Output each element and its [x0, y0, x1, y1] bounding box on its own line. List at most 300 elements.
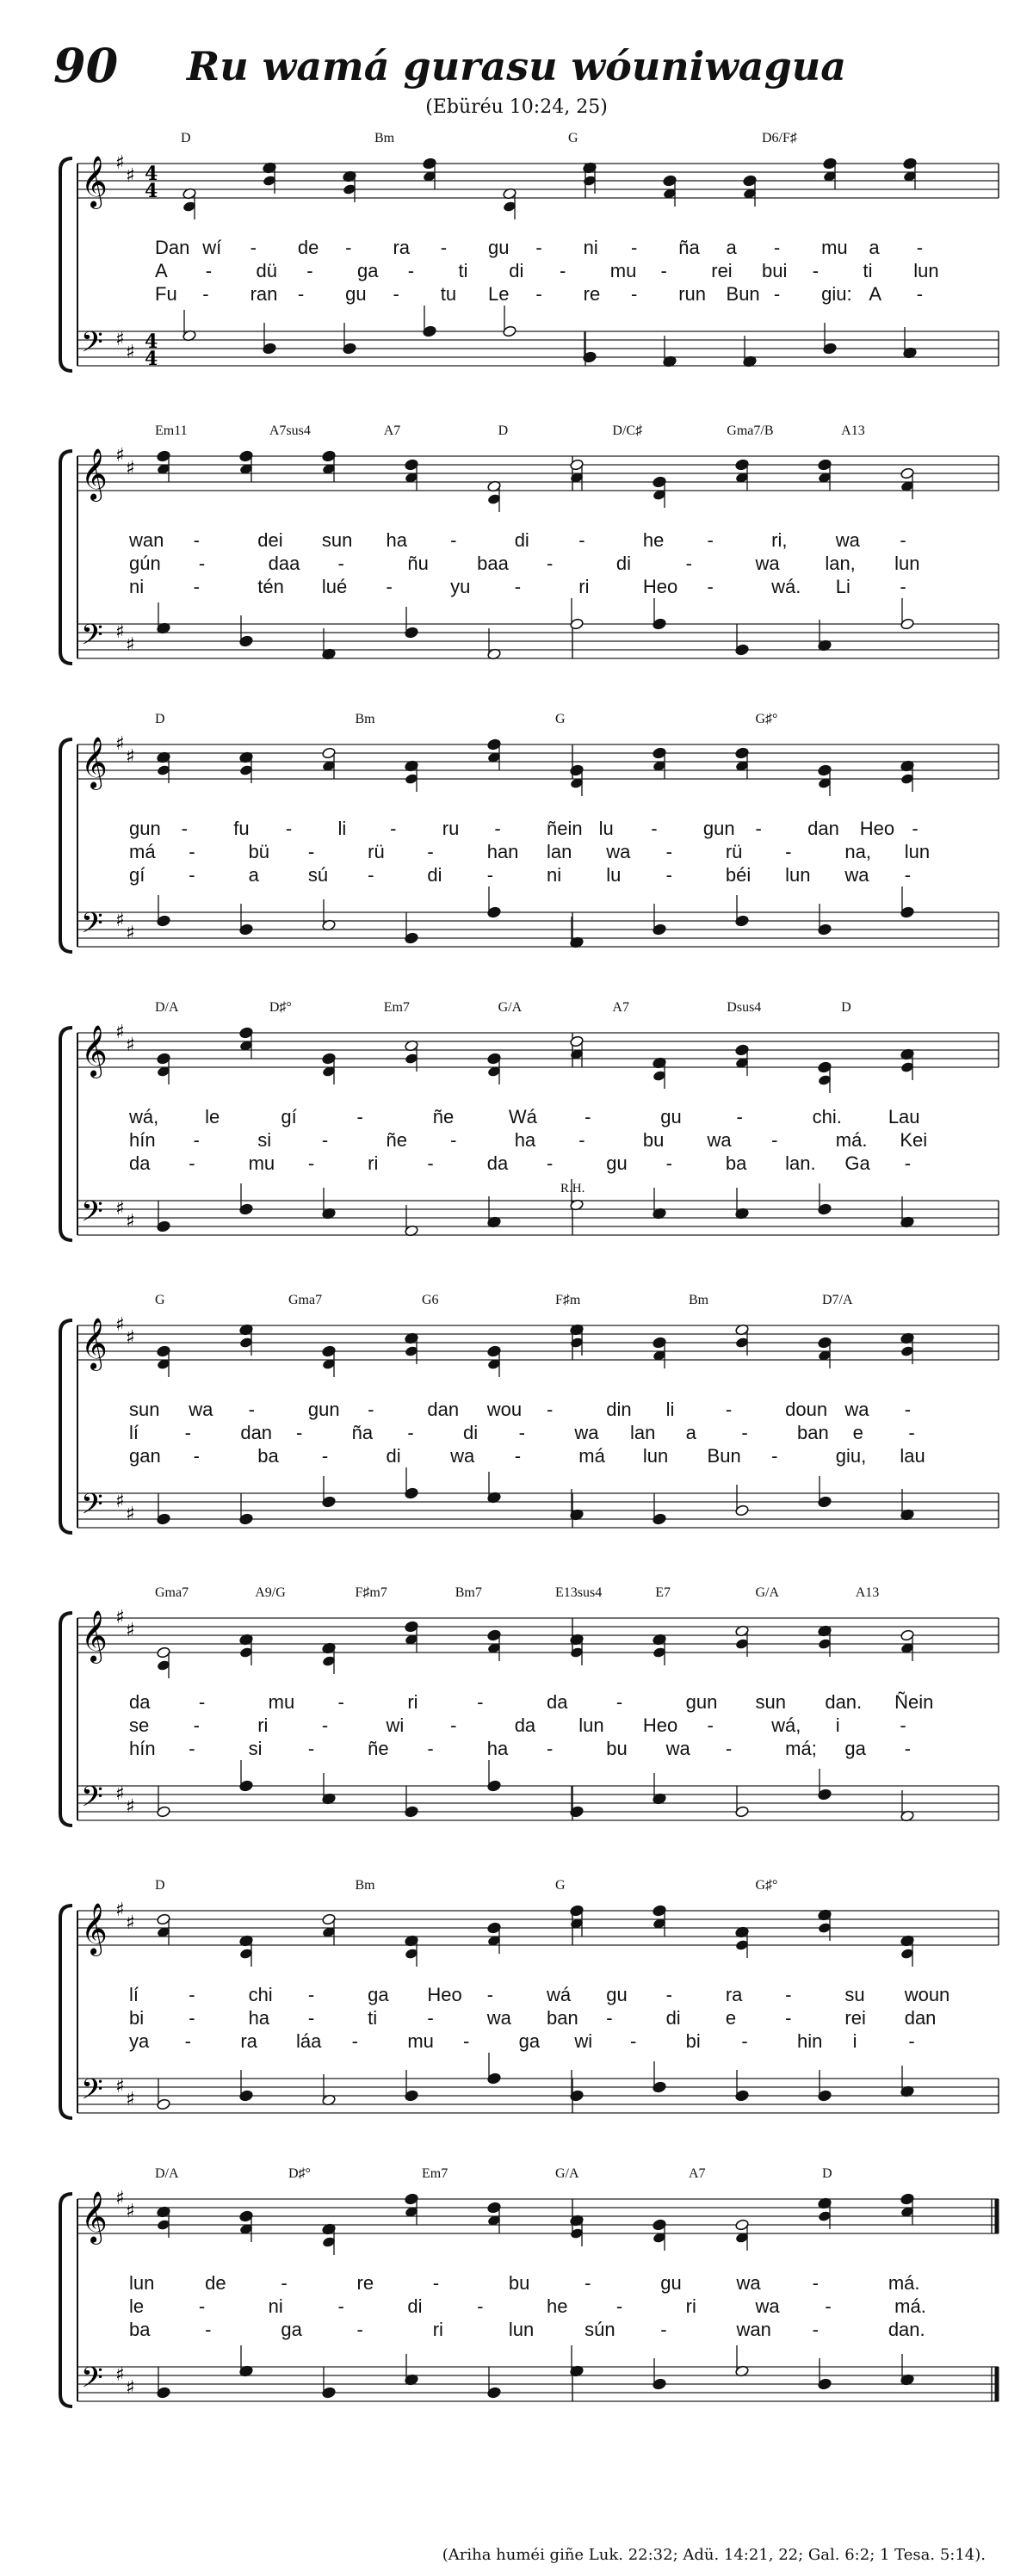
treble-staff [77, 456, 999, 491]
treble-clef-icon: 𝄞 [81, 737, 108, 788]
sharp-icon: ♯ [115, 329, 125, 350]
lyric-hyphen: - [463, 2030, 470, 2052]
lyric-hyphen: - [345, 237, 352, 258]
lyric-syllable: wan [129, 529, 164, 551]
lyric-syllable: gu [606, 1984, 628, 2005]
chord-symbol: G [155, 1293, 165, 1307]
lyric-syllable: e [725, 2007, 737, 2029]
lyric-hyphen: - [321, 1714, 329, 1736]
chord-symbol: D6/F♯ [762, 131, 797, 145]
lyric-syllable: dan [807, 818, 839, 839]
lyric-hyphen: - [321, 1129, 329, 1151]
chord-symbol: A7 [689, 2166, 706, 2181]
lyric-syllable: má. [835, 1129, 868, 1151]
lyric-hyphen: - [181, 818, 188, 839]
lyric-hyphen: - [189, 1738, 195, 1759]
bass-clef-icon: 𝄢 [81, 619, 103, 658]
bass-clef-icon: 𝄢 [81, 907, 103, 947]
lyric-hyphen: - [900, 1714, 906, 1736]
lyric-syllable: wa [606, 841, 631, 862]
chord-symbol: A7sus4 [269, 423, 311, 438]
lyric-syllable: lan, [825, 553, 856, 574]
lyric-syllable: si [257, 1129, 272, 1151]
lyric-syllable: Li [835, 576, 851, 597]
lyric-hyphen: - [755, 818, 762, 839]
chord-symbol: Bm [355, 712, 375, 726]
lyric-hyphen: - [307, 2007, 315, 2029]
lyric-hyphen: - [535, 283, 542, 305]
lyric-syllable: di [615, 553, 631, 574]
lyric-syllable: a [726, 237, 737, 258]
lyric-syllable: ñe [432, 1106, 455, 1127]
lyric-hyphen: - [904, 1152, 912, 1174]
lyric-syllable: lu [598, 818, 614, 839]
lyric-syllable: dan. [825, 1691, 863, 1713]
sharp-icon: ♯ [126, 1035, 135, 1056]
lyric-syllable: yu [450, 576, 471, 597]
lyric-hyphen: - [494, 818, 501, 839]
lyric-hyphen: - [518, 1422, 525, 1443]
lyric-syllable: ti [863, 260, 873, 281]
lyric-syllable: ga [518, 2030, 541, 2052]
treble-clef-icon: 𝄞 [81, 2191, 108, 2243]
system-bracket [60, 739, 72, 952]
lyric-syllable: Heo [427, 1984, 462, 2005]
lyric-syllable: gun [685, 1691, 718, 1713]
lyric-syllable: ñe [368, 1738, 389, 1759]
lyric-hyphen: - [337, 553, 344, 574]
lyric-syllable: wá, [771, 1714, 801, 1736]
lyric-syllable: he [547, 2295, 568, 2317]
lyric-hyphen: - [205, 2319, 212, 2340]
staff-graphic [53, 422, 999, 697]
bass-staff [77, 2367, 999, 2401]
bass-clef-icon: 𝄢 [81, 1195, 103, 1235]
staff-graphic [53, 2165, 999, 2440]
lyric-syllable: ga [368, 1984, 389, 2005]
lyric-syllable: sun [755, 1691, 786, 1713]
lyric-syllable: ri [432, 2319, 443, 2340]
lyric-hyphen: - [630, 237, 638, 258]
music-system [53, 710, 999, 985]
lyric-syllable: ri, [771, 529, 788, 551]
treble-staff [77, 1325, 999, 1360]
chord-symbol: G [555, 1878, 566, 1893]
lyric-hyphen: - [296, 1422, 303, 1443]
lyric-syllable: wa [707, 1129, 732, 1151]
system-bracket [60, 1320, 72, 1533]
lyric-syllable: Fu [155, 283, 177, 305]
lyric-hyphen: - [741, 2030, 748, 2052]
lyric-syllable: lau [900, 1445, 925, 1467]
lyric-syllable: din [606, 1399, 632, 1420]
lyric-syllable: ni [547, 864, 562, 886]
lyric-syllable: lun [578, 1714, 604, 1736]
system-bracket [60, 158, 72, 371]
lyric-syllable: di [514, 529, 529, 551]
lyric-syllable: lí [129, 1984, 139, 2005]
chord-symbol: Bm [689, 1293, 709, 1307]
lyric-syllable: Heo [642, 576, 678, 597]
lyric-syllable: woun [904, 1984, 950, 2005]
sharp-icon: ♯ [126, 1504, 135, 1525]
lyric-syllable: lí [129, 1422, 139, 1443]
lyric-syllable: béi [725, 864, 752, 886]
lyric-syllable: ti [458, 260, 468, 281]
music-system [53, 1291, 999, 1566]
lyric-syllable: ra [725, 1984, 743, 2005]
lyric-hyphen: - [356, 1106, 363, 1127]
lyric-syllable: wá. [771, 576, 801, 597]
lyric-hyphen: - [707, 529, 714, 551]
lyric-syllable: lun [508, 2319, 535, 2340]
chord-symbol: D [841, 1000, 851, 1015]
chord-symbol: Em7 [422, 2166, 448, 2181]
lyric-syllable: tén [257, 576, 284, 597]
lyric-syllable: A [869, 283, 882, 305]
chord-symbol: Em7 [383, 1000, 410, 1015]
lyric-hyphen: - [547, 1738, 554, 1759]
sharp-icon: ♯ [115, 1314, 125, 1336]
lyric-hyphen: - [904, 864, 912, 886]
lyric-hyphen: - [904, 1399, 912, 1420]
lyric-hyphen: - [198, 2295, 206, 2317]
treble-staff [77, 164, 999, 198]
lyric-hyphen: - [725, 1738, 733, 1759]
lyric-hyphen: - [785, 2007, 792, 2029]
treble-staff [77, 2199, 999, 2233]
lyric-syllable: i [835, 1714, 840, 1736]
system-bracket [60, 1028, 72, 1240]
lyric-syllable: mu [821, 237, 848, 258]
staff-graphic [53, 129, 999, 405]
lyric-syllable: chi. [812, 1106, 842, 1127]
chord-symbol: Gma7 [288, 1293, 323, 1307]
lyric-syllable: ban [547, 2007, 578, 2029]
lyric-syllable: mu [609, 260, 637, 281]
lyric-syllable: dü [256, 260, 277, 281]
sharp-icon: ♯ [115, 1198, 125, 1220]
sharp-icon: ♯ [115, 2364, 125, 2386]
chord-symbol: D♯° [269, 1000, 292, 1015]
lyric-syllable: ra [240, 2030, 257, 2052]
sharp-icon: ♯ [126, 1211, 135, 1232]
lyric-syllable: Heo [642, 1714, 678, 1736]
lyric-hyphen: - [560, 260, 566, 281]
lyric-syllable: baa [477, 553, 509, 574]
sharp-icon: ♯ [115, 2188, 125, 2209]
lyric-syllable: gí [281, 1106, 297, 1127]
lyric-syllable: wi [386, 1714, 405, 1736]
lyric-syllable: giu: [821, 283, 852, 305]
lyric-syllable: lun [785, 864, 811, 886]
lyric-hyphen: - [773, 283, 781, 305]
lyric-syllable: gun [307, 1399, 340, 1420]
lyric-syllable: ban [797, 1422, 829, 1443]
lyric-hyphen: - [193, 1129, 200, 1151]
lyric-syllable: ha [486, 1738, 509, 1759]
lyric-syllable: hin [797, 2030, 823, 2052]
lyric-syllable: má. [888, 2272, 920, 2294]
sharp-icon: ♯ [115, 1900, 125, 1921]
lyric-syllable: ba [129, 2319, 151, 2340]
bass-clef-icon: 𝄢 [81, 2362, 103, 2401]
lyric-hyphen: - [707, 576, 714, 597]
lyric-syllable: dei [257, 529, 283, 551]
treble-clef-icon: 𝄞 [81, 1318, 108, 1369]
sharp-icon: ♯ [126, 2201, 135, 2222]
sharp-icon: ♯ [115, 621, 125, 643]
lyric-syllable: lun [129, 2272, 155, 2294]
lyric-syllable: wa [844, 864, 869, 886]
chord-symbol: D [155, 1878, 165, 1893]
lyric-syllable: má; [785, 1738, 817, 1759]
lyric-hyphen: - [306, 260, 313, 281]
lyric-syllable: da [486, 1152, 509, 1174]
sharp-icon: ♯ [115, 733, 125, 755]
lyric-syllable: a [248, 864, 259, 886]
lyric-hyphen: - [393, 283, 399, 305]
lyric-hyphen: - [193, 1445, 200, 1467]
lyric-syllable: a [685, 1422, 696, 1443]
system-bracket [60, 2194, 72, 2406]
lyric-syllable: láa [296, 2030, 322, 2052]
chord-symbol: G/A [498, 1000, 523, 1015]
lyric-hyphen: - [773, 237, 781, 258]
lyric-syllable: lu [606, 864, 622, 886]
lyric-syllable: bu [642, 1129, 665, 1151]
chord-symbol: F♯m [555, 1293, 581, 1307]
lyric-syllable: da [547, 1691, 568, 1713]
sharp-icon: ♯ [126, 458, 135, 479]
lyric-syllable: gun [702, 818, 735, 839]
chord-symbol: F♯m7 [355, 1585, 387, 1600]
lyric-hyphen: - [535, 237, 542, 258]
lyric-syllable: ña [678, 237, 700, 258]
lyric-syllable: bi [685, 2030, 701, 2052]
chord-symbol: Em11 [155, 423, 188, 438]
sharp-icon: ♯ [115, 910, 125, 931]
lyric-hyphen: - [685, 553, 692, 574]
lyric-syllable: wa [844, 1399, 869, 1420]
lyric-syllable: lun [642, 1445, 669, 1467]
lyric-syllable: dan [427, 1399, 460, 1420]
chord-symbol: E13sus4 [555, 1585, 603, 1600]
bass-staff [77, 331, 999, 366]
lyric-hyphen: - [427, 2007, 434, 2029]
lyric-hyphen: - [615, 2295, 623, 2317]
sharp-icon: ♯ [126, 634, 135, 656]
lyric-syllable: mu [268, 1691, 295, 1713]
lyric-syllable: le [205, 1106, 220, 1127]
lyric-hyphen: - [665, 1152, 672, 1174]
lyric-syllable: a [869, 237, 880, 258]
lyric-hyphen: - [812, 260, 820, 281]
bass-staff [77, 1201, 999, 1235]
lyric-hyphen: - [785, 841, 792, 862]
music-system [53, 1584, 999, 1859]
lyric-hyphen: - [477, 1691, 484, 1713]
lyric-syllable: gí [129, 864, 145, 886]
hymn-title: Ru wamá gurasu wóuniwagua [186, 43, 847, 90]
lyric-syllable: hín [129, 1129, 156, 1151]
lyric-syllable: ni [268, 2295, 283, 2317]
footer-references: (Ariha huméi giñe Luk. 22:32; Adü. 14:21, 22; Gal. 6:2; 1 Tesa. 5:14). [442, 2546, 986, 2564]
lyric-syllable: bu [508, 2272, 530, 2294]
lyric-hyphen: - [450, 1129, 457, 1151]
lyric-hyphen: - [785, 1984, 792, 2005]
lyric-syllable: sú [307, 864, 329, 886]
bass-staff [77, 1493, 999, 1528]
sharp-icon: ♯ [126, 2377, 135, 2399]
lyric-syllable: gu [660, 1106, 682, 1127]
lyric-hyphen: - [184, 1422, 191, 1443]
lyric-syllable: lué [321, 576, 348, 597]
lyric-syllable: ña [351, 1422, 374, 1443]
lyric-hyphen: - [486, 1984, 494, 2005]
lyric-syllable: wa [736, 2272, 761, 2294]
lyric-hyphen: - [198, 553, 206, 574]
system-bracket [60, 1613, 72, 1825]
lyric-hyphen: - [427, 841, 434, 862]
lyric-syllable: ba [725, 1152, 747, 1174]
lyric-syllable: de [297, 237, 319, 258]
lyric-syllable: Kei [900, 1129, 928, 1151]
lyric-syllable: wá [547, 1984, 572, 2005]
bass-clef-icon: 𝄢 [81, 1488, 103, 1528]
lyric-hyphen: - [184, 2030, 191, 2052]
lyric-syllable: di [665, 2007, 681, 2029]
lyric-hyphen: - [189, 1984, 195, 2005]
lyric-syllable: giu, [835, 1445, 867, 1467]
lyric-syllable: rei [711, 260, 733, 281]
lyric-hyphen: - [337, 1691, 344, 1713]
lyric-syllable: da [514, 1714, 536, 1736]
lyric-syllable: gan [129, 1445, 161, 1467]
music-system [53, 1876, 999, 2152]
lyric-syllable: run [678, 283, 707, 305]
lyric-hyphen: - [390, 818, 397, 839]
lyric-hyphen: - [660, 2319, 667, 2340]
lyric-syllable: Ga [844, 1152, 870, 1174]
lyric-hyphen: - [307, 1738, 315, 1759]
time-signature: 4 [145, 348, 158, 370]
lyric-hyphen: - [427, 1738, 434, 1759]
lyric-syllable: má [129, 841, 156, 862]
bass-clef-icon: 𝄢 [81, 1781, 103, 1820]
lyric-syllable: ga [357, 260, 379, 281]
chord-symbol: G/A [555, 2166, 579, 2181]
lyric-hyphen: - [193, 529, 200, 551]
chord-symbol: D [181, 131, 191, 145]
lyric-hyphen: - [307, 1152, 315, 1174]
sharp-icon: ♯ [126, 165, 135, 187]
treble-staff [77, 1911, 999, 1945]
bass-staff [77, 912, 999, 947]
lyric-syllable: lan [547, 841, 572, 862]
lyric-syllable: di [509, 260, 524, 281]
lyric-hyphen: - [193, 576, 200, 597]
chord-symbol: Dsus4 [727, 1000, 762, 1015]
lyric-hyphen: - [547, 553, 554, 574]
lyric-hyphen: - [189, 1152, 195, 1174]
chord-symbol: D/A [155, 2166, 179, 2181]
lyric-hyphen: - [356, 2319, 363, 2340]
lyric-hyphen: - [741, 1422, 748, 1443]
music-system [53, 129, 999, 405]
lyric-syllable: di [463, 1422, 479, 1443]
lyric-syllable: ri [257, 1714, 269, 1736]
lyric-hyphen: - [198, 1691, 206, 1713]
lyric-hyphen: - [486, 864, 494, 886]
chord-symbol: D7/A [822, 1293, 853, 1307]
chord-symbol: G [555, 712, 566, 726]
lyric-hyphen: - [321, 1445, 329, 1467]
lyric-hyphen: - [665, 1984, 672, 2005]
lyric-hyphen: - [514, 1445, 522, 1467]
lyric-hyphen: - [736, 1106, 743, 1127]
lyric-syllable: di [427, 864, 442, 886]
lyric-syllable: Le [488, 283, 510, 305]
lyric-hyphen: - [450, 1714, 457, 1736]
chord-symbol: A9/G [255, 1585, 286, 1600]
lyric-hyphen: - [205, 260, 213, 281]
chord-symbol: A13 [841, 423, 865, 438]
lyric-syllable: Bun [726, 283, 760, 305]
lyric-syllable: chi [248, 1984, 273, 2005]
lyric-syllable: su [844, 1984, 865, 2005]
lyric-syllable: dan [904, 2007, 937, 2029]
lyric-syllable: A [155, 260, 168, 281]
lyric-hyphen: - [900, 576, 906, 597]
chord-symbol: G6 [422, 1293, 439, 1307]
lyric-syllable: sun [129, 1399, 160, 1420]
lyric-syllable: li [665, 1399, 675, 1420]
lyric-hyphen: - [630, 2030, 637, 2052]
lyric-hyphen: - [368, 1399, 374, 1420]
lyric-syllable: wá, [129, 1106, 159, 1127]
lyric-hyphen: - [386, 576, 393, 597]
lyric-syllable: di [386, 1445, 401, 1467]
chord-symbol: E7 [655, 1585, 671, 1600]
lyric-syllable: lun [904, 841, 931, 862]
lyric-syllable: e [852, 1422, 863, 1443]
lyric-syllable: han [486, 841, 519, 862]
lyric-hyphen: - [307, 841, 315, 862]
lyric-syllable: dan [240, 1422, 273, 1443]
sharp-icon: ♯ [115, 445, 125, 466]
lyric-syllable: rü [368, 841, 385, 862]
lyric-syllable: bi [129, 2007, 145, 2029]
lyric-syllable: de [205, 2272, 226, 2294]
right-hand-marking: R.H. [560, 1182, 585, 1195]
sharp-icon: ♯ [126, 1620, 135, 1641]
lyric-hyphen: - [432, 2272, 440, 2294]
lyric-syllable: le [129, 2295, 145, 2317]
lyric-hyphen: - [337, 2295, 344, 2317]
lyric-hyphen: - [812, 2272, 819, 2294]
chord-symbol: A13 [855, 1585, 880, 1600]
bass-staff [77, 1786, 999, 1820]
lyric-syllable: Heo [859, 818, 895, 839]
lyric-hyphen: - [585, 1106, 591, 1127]
lyric-syllable: gu [345, 283, 367, 305]
lyric-syllable: wan [736, 2319, 771, 2340]
lyric-syllable: hín [129, 1738, 156, 1759]
music-system [53, 422, 999, 697]
lyric-hyphen: - [771, 1129, 778, 1151]
lyric-hyphen: - [615, 1691, 623, 1713]
